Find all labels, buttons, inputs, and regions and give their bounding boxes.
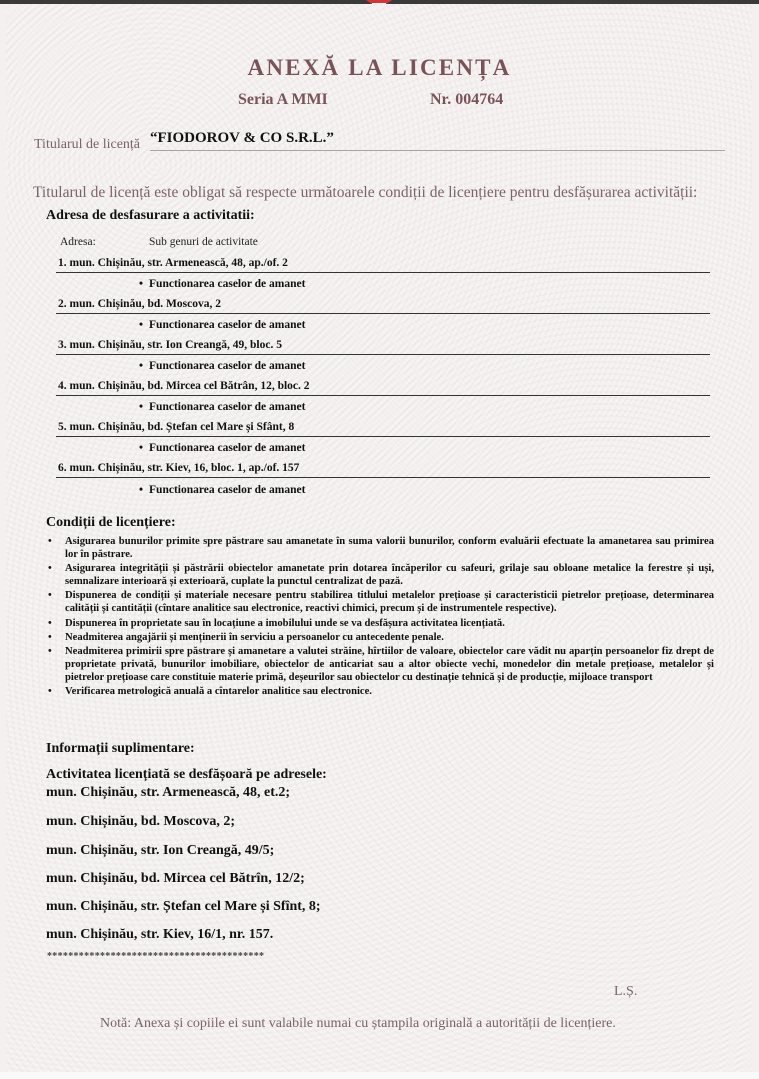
info-address: mun. Chișinău, str. Armenească, 48, et.2; bbox=[46, 785, 291, 800]
page-bottom-edge bbox=[0, 1072, 759, 1079]
bullet-icon: • bbox=[139, 360, 144, 372]
bullet-icon: • bbox=[139, 278, 144, 290]
bullet-icon: • bbox=[48, 563, 52, 575]
row-divider bbox=[56, 313, 710, 314]
holder-underline bbox=[150, 150, 725, 151]
bullet-icon: • bbox=[139, 442, 144, 454]
condition-text: Verificarea metrologică anuală a cîntarelor analitice sau electronice. bbox=[65, 686, 372, 698]
row-divider bbox=[56, 477, 710, 478]
activity-item bbox=[139, 442, 305, 454]
obligation-statement: Titularul de licență este obligat să respecte următoarele condiții de licențiere pentru desfășurarea activității: bbox=[33, 184, 698, 201]
condition-text: Neadmiterea primirii spre păstrare și amanetare a valutei străine, hîrtiilor de valoare, obiectelor care vădit nu aparțin persoanelor fiz drept de proprietate privată, bunurilor imobiliare, obiectelor de anticariat sau a altor obiecte vechi, monedelor din metale prețioase, metalelor și pietrelor prețioase care constituie materie primă, deșeurilor sau obiectelor cu destinație tehnică și de producție, mijloace transport bbox=[65, 645, 714, 683]
condition-item bbox=[46, 562, 714, 588]
address-text: 3. mun. Chișinău, str. Ion Creangă, 49, bloc. 5 bbox=[58, 339, 282, 351]
conditions-list bbox=[46, 535, 714, 699]
bullet-icon: • bbox=[139, 401, 144, 413]
info-address: mun. Chișinău, bd. Moscova, 2; bbox=[46, 814, 236, 829]
holder-label: Titularul de licență bbox=[34, 137, 141, 152]
addresses-heading: Adresa de desfasurare a activitatii: bbox=[46, 208, 255, 223]
address-text: 6. mun. Chișinău, str. Kiev, 16, bloc. 1, ap./of. 157 bbox=[58, 462, 300, 474]
condition-text: Dispunerea de condiții și materiale necesare pentru stabilirea titlului metalelor prețioase și caracteristicii pietrelor prețioase, determinarea calității și cantității (cîntare analitice sau electronice, reactivi chimici, precum și de instrumentele respective). bbox=[65, 590, 714, 615]
license-series: Seria A MMI bbox=[238, 91, 328, 108]
additional-info-intro: Activitatea licențiată se desfășoară pe adresele: bbox=[46, 767, 327, 782]
conditions-heading: Condiții de licențiere: bbox=[46, 515, 176, 530]
seal-mark: L.Ș. bbox=[614, 984, 638, 999]
document-title: ANEXĂ LA LICENȚA bbox=[247, 55, 512, 80]
bullet-icon: • bbox=[139, 319, 144, 331]
bullet-icon: • bbox=[48, 631, 52, 643]
condition-text: Neadmiterea angajării și menținerii în serviciu a persoanelor cu antecedente penale. bbox=[65, 631, 444, 643]
condition-item bbox=[46, 617, 714, 630]
bullet-icon: • bbox=[48, 536, 52, 547]
column-header-activity: Sub genuri de activitate bbox=[149, 236, 258, 248]
condition-text: Asigurarea integrității și păstrării obiectelor amanetate prin dotarea încăperilor cu safeuri, grilaje sau obloane metalice la ferestre și uși, semnalizare interioară și exterioară, cuplate la punctul centralizat de pază. bbox=[65, 563, 714, 588]
activity-text: Functionarea caselor de amanet bbox=[149, 442, 306, 454]
row-divider bbox=[56, 272, 710, 273]
activity-text: Functionarea caselor de amanet bbox=[149, 319, 306, 331]
bullet-icon: • bbox=[48, 686, 52, 698]
bullet-icon: • bbox=[139, 484, 144, 496]
info-address: mun. Chișinău, str. Kiev, 16/1, nr. 157. bbox=[46, 927, 274, 942]
holder-name: “FIODOROV & CO S.R.L.” bbox=[150, 130, 334, 146]
condition-item bbox=[46, 645, 714, 684]
activity-text: Functionarea caselor de amanet bbox=[149, 484, 306, 496]
activity-text: Functionarea caselor de amanet bbox=[149, 401, 306, 413]
activity-item bbox=[139, 278, 305, 290]
activity-item bbox=[139, 319, 305, 331]
info-address: mun. Chișinău, bd. Mircea cel Bătrîn, 12/2; bbox=[46, 871, 305, 886]
condition-text: Asigurarea bunurilor primite spre păstrare sau amanetate în suma valorii bunurilor, conform evaluării efectuate la amanetarea sau primirea lor în păstrare. bbox=[65, 536, 714, 561]
address-text: 4. mun. Chișinău, bd. Mircea cel Bătrân, 12, bloc. 2 bbox=[58, 380, 310, 392]
bullet-icon: • bbox=[48, 645, 52, 657]
condition-text: Dispunerea în proprietate sau în locațiune a imobilului unde se va desfășura activitatea licențiată. bbox=[65, 617, 505, 629]
row-divider bbox=[56, 395, 710, 396]
address-text: 2. mun. Chișinău, bd. Moscova, 2 bbox=[58, 298, 221, 310]
additional-info-heading: Informații suplimentare: bbox=[46, 741, 195, 756]
info-address: mun. Chișinău, str. Ion Creangă, 49/5; bbox=[46, 843, 275, 858]
row-divider bbox=[56, 436, 710, 437]
info-address: mun. Chișinău, str. Ștefan cel Mare și Sfînt, 8; bbox=[46, 899, 321, 914]
row-divider bbox=[56, 354, 710, 355]
condition-item bbox=[46, 631, 714, 644]
activity-item bbox=[139, 484, 305, 496]
activity-item bbox=[139, 401, 305, 413]
condition-item bbox=[46, 589, 714, 615]
activity-text: Functionarea caselor de amanet bbox=[149, 278, 306, 290]
bullet-icon: • bbox=[48, 617, 52, 629]
validity-note: Notă: Anexa și copiile ei sunt valabile numai cu ștampila originală a autorității de licențiere. bbox=[100, 1016, 616, 1031]
address-text: 5. mun. Chișinău, bd. Ștefan cel Mare și Sfânt, 8 bbox=[58, 421, 295, 433]
activity-text: Functionarea caselor de amanet bbox=[149, 360, 306, 372]
column-header-address: Adresa: bbox=[60, 236, 96, 248]
address-text: 1. mun. Chișinău, str. Armenească, 48, ap./of. 2 bbox=[58, 257, 288, 269]
license-number: Nr. 004764 bbox=[430, 91, 504, 108]
condition-item bbox=[46, 535, 714, 561]
bullet-icon: • bbox=[48, 590, 52, 602]
separator-asterisks: ***************************************** bbox=[47, 951, 265, 962]
activity-item bbox=[139, 360, 305, 372]
condition-item bbox=[46, 685, 714, 698]
